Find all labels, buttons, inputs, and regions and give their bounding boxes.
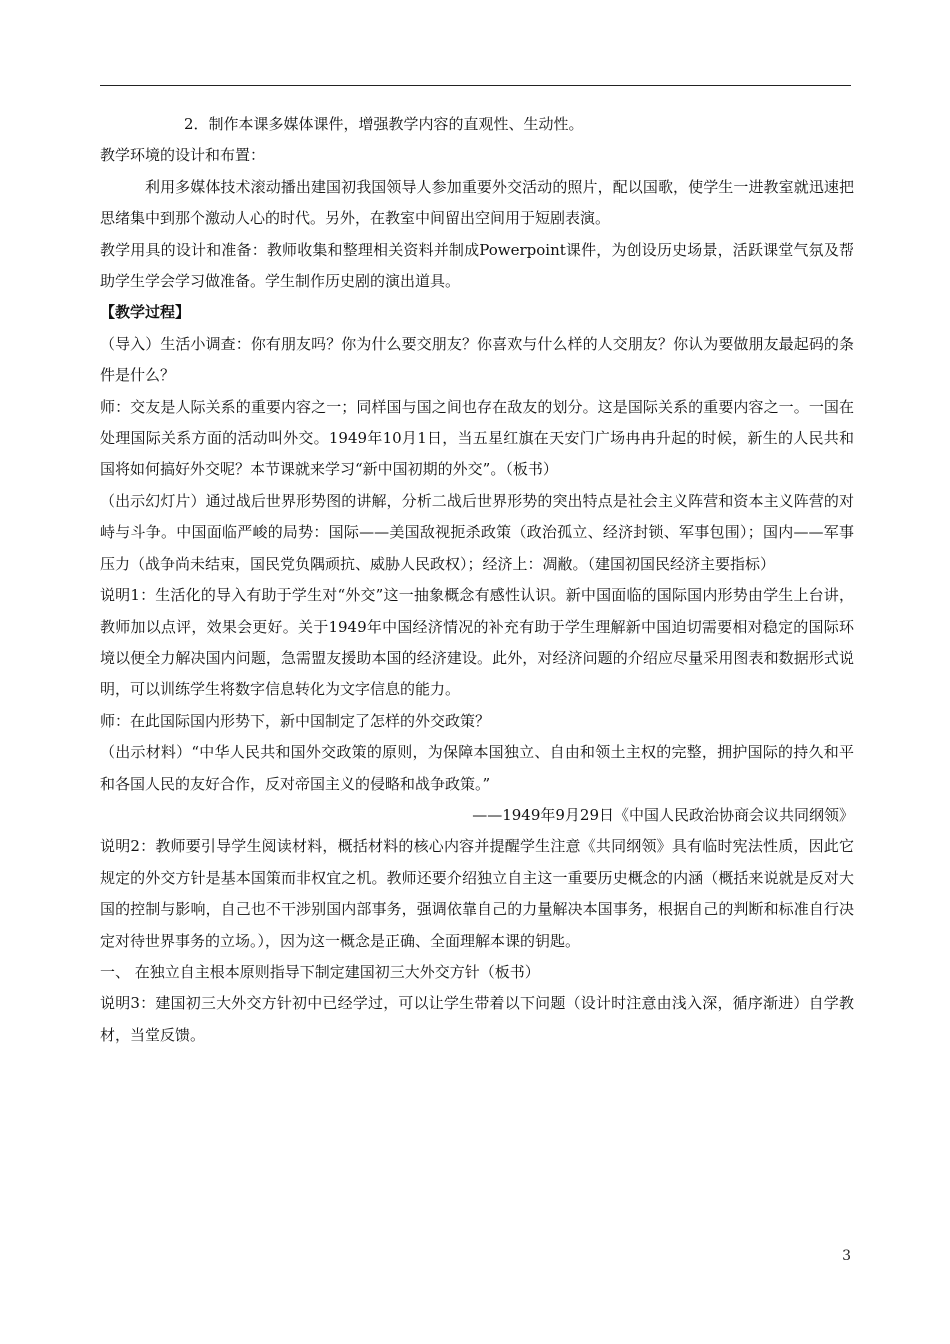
page-number: 3 xyxy=(842,1248,851,1264)
header-rule xyxy=(100,85,851,86)
teacher-paragraph-2: 师：在此国际国内形势下，新中国制定了怎样的外交政策？ xyxy=(100,711,491,730)
slide-paragraph: （出示幻灯片）通过战后世界形势图的讲解，分析二战后世界形势的突出特点是社会主义阵营和资本主义阵营的对峙与斗争。中国面临严峻的局势：国际——美国敌视扼杀政策（政治孤立、经济封锁、军事包围）；国内——军事压力（战争尚未结束，国民党负隅顽抗、威胁人民政权）；经济上：凋敝。（建国初国民经济主要指标） xyxy=(100,491,854,573)
tools-paragraph: 教学用具的设计和准备：教师收集和整理相关资料并制成Powerpoint课件，为创设历史场景，活跃课堂气氛及帮助学生学会学习做准备。学生制作历史剧的演出道具。 xyxy=(100,240,854,291)
section-heading-process: 【教学过程】 xyxy=(100,303,191,322)
section-one-heading: 一、 在独立自主根本原则指导下制定建国初三大外交方针（板书） xyxy=(100,962,540,981)
intro-paragraph: （导入）生活小调查：你有朋友吗？你为什么要交朋友？你喜欢与什么样的人交朋友？你认为要做朋友最起码的条件是什么？ xyxy=(100,334,854,385)
item-2-paragraph: 2．制作本课多媒体课件，增强教学内容的直观性、生动性。 xyxy=(184,115,584,133)
material-source: ——1949年9月29日《中国人民政治协商会议共同纲领》 xyxy=(472,805,854,824)
note-1-paragraph: 说明1：生活化的导入有助于学生对“外交”这一抽象概念有感性认识。新中国面临的国际国内形势由学生上台讲，教师加以点评，效果会更好。关于1949年中国经济情况的补充有助于学生理解新中国迫切需要相对稳定的国际环境以便全力解决国内问题，急需盟友援助本国的经济建设。此外，对经济问题的介绍应尽量采用图表和数据形式说明，可以训练学生将数字信息转化为文字信息的能力。 xyxy=(100,586,854,699)
material-paragraph: （出示材料）“中华人民共和国外交政策的原则，为保障本国独立、自由和领土主权的完整，拥护国际的持久和平和各国人民的友好合作，反对帝国主义的侵略和战争政策。” xyxy=(100,743,854,793)
note-3-paragraph: 说明3：建国初三大外交方针初中已经学过，可以让学生带着以下问题（设计时注意由浅入深，循序渐进）自学教材，当堂反馈。 xyxy=(100,994,854,1044)
environment-paragraph: 利用多媒体技术滚动播出建国初我国领导人参加重要外交活动的照片，配以国歌，使学生一进教室就迅速把思绪集中到那个激动人心的时代。另外，在教室中间留出空间用于短剧表演。 xyxy=(100,177,854,228)
note-2-paragraph: 说明2：教师要引导学生阅读材料，概括材料的核心内容并提醒学生注意《共同纲领》具有临时宪法性质，因此它规定的外交方针是基本国策而非权宜之机。教师还要介绍独立自主这一重要历史概念的内涵（概括来说就是反对大国的控制与影响，自己也不干涉别国内部事务，强调依靠自己的力量解决本国事务，根据自己的判断和标准自行决定对待世界事务的立场。），因为这一概念是正确、全面理解本课的钥匙。 xyxy=(100,837,854,950)
teacher-paragraph-1: 师：交友是人际关系的重要内容之一；同样国与国之间也存在敌友的划分。这是国际关系的重要内容之一。一国在处理国际关系方面的活动叫外交。1949年10月1日，当五星红旗在天安门广场冉冉升起的时候，新生的人民共和国将如何搞好外交呢？本节课就来学习“新中国初期的外交”。（板书） xyxy=(100,397,854,479)
document-body xyxy=(100,109,854,1051)
environment-heading: 教学环境的设计和布置： xyxy=(100,146,266,165)
